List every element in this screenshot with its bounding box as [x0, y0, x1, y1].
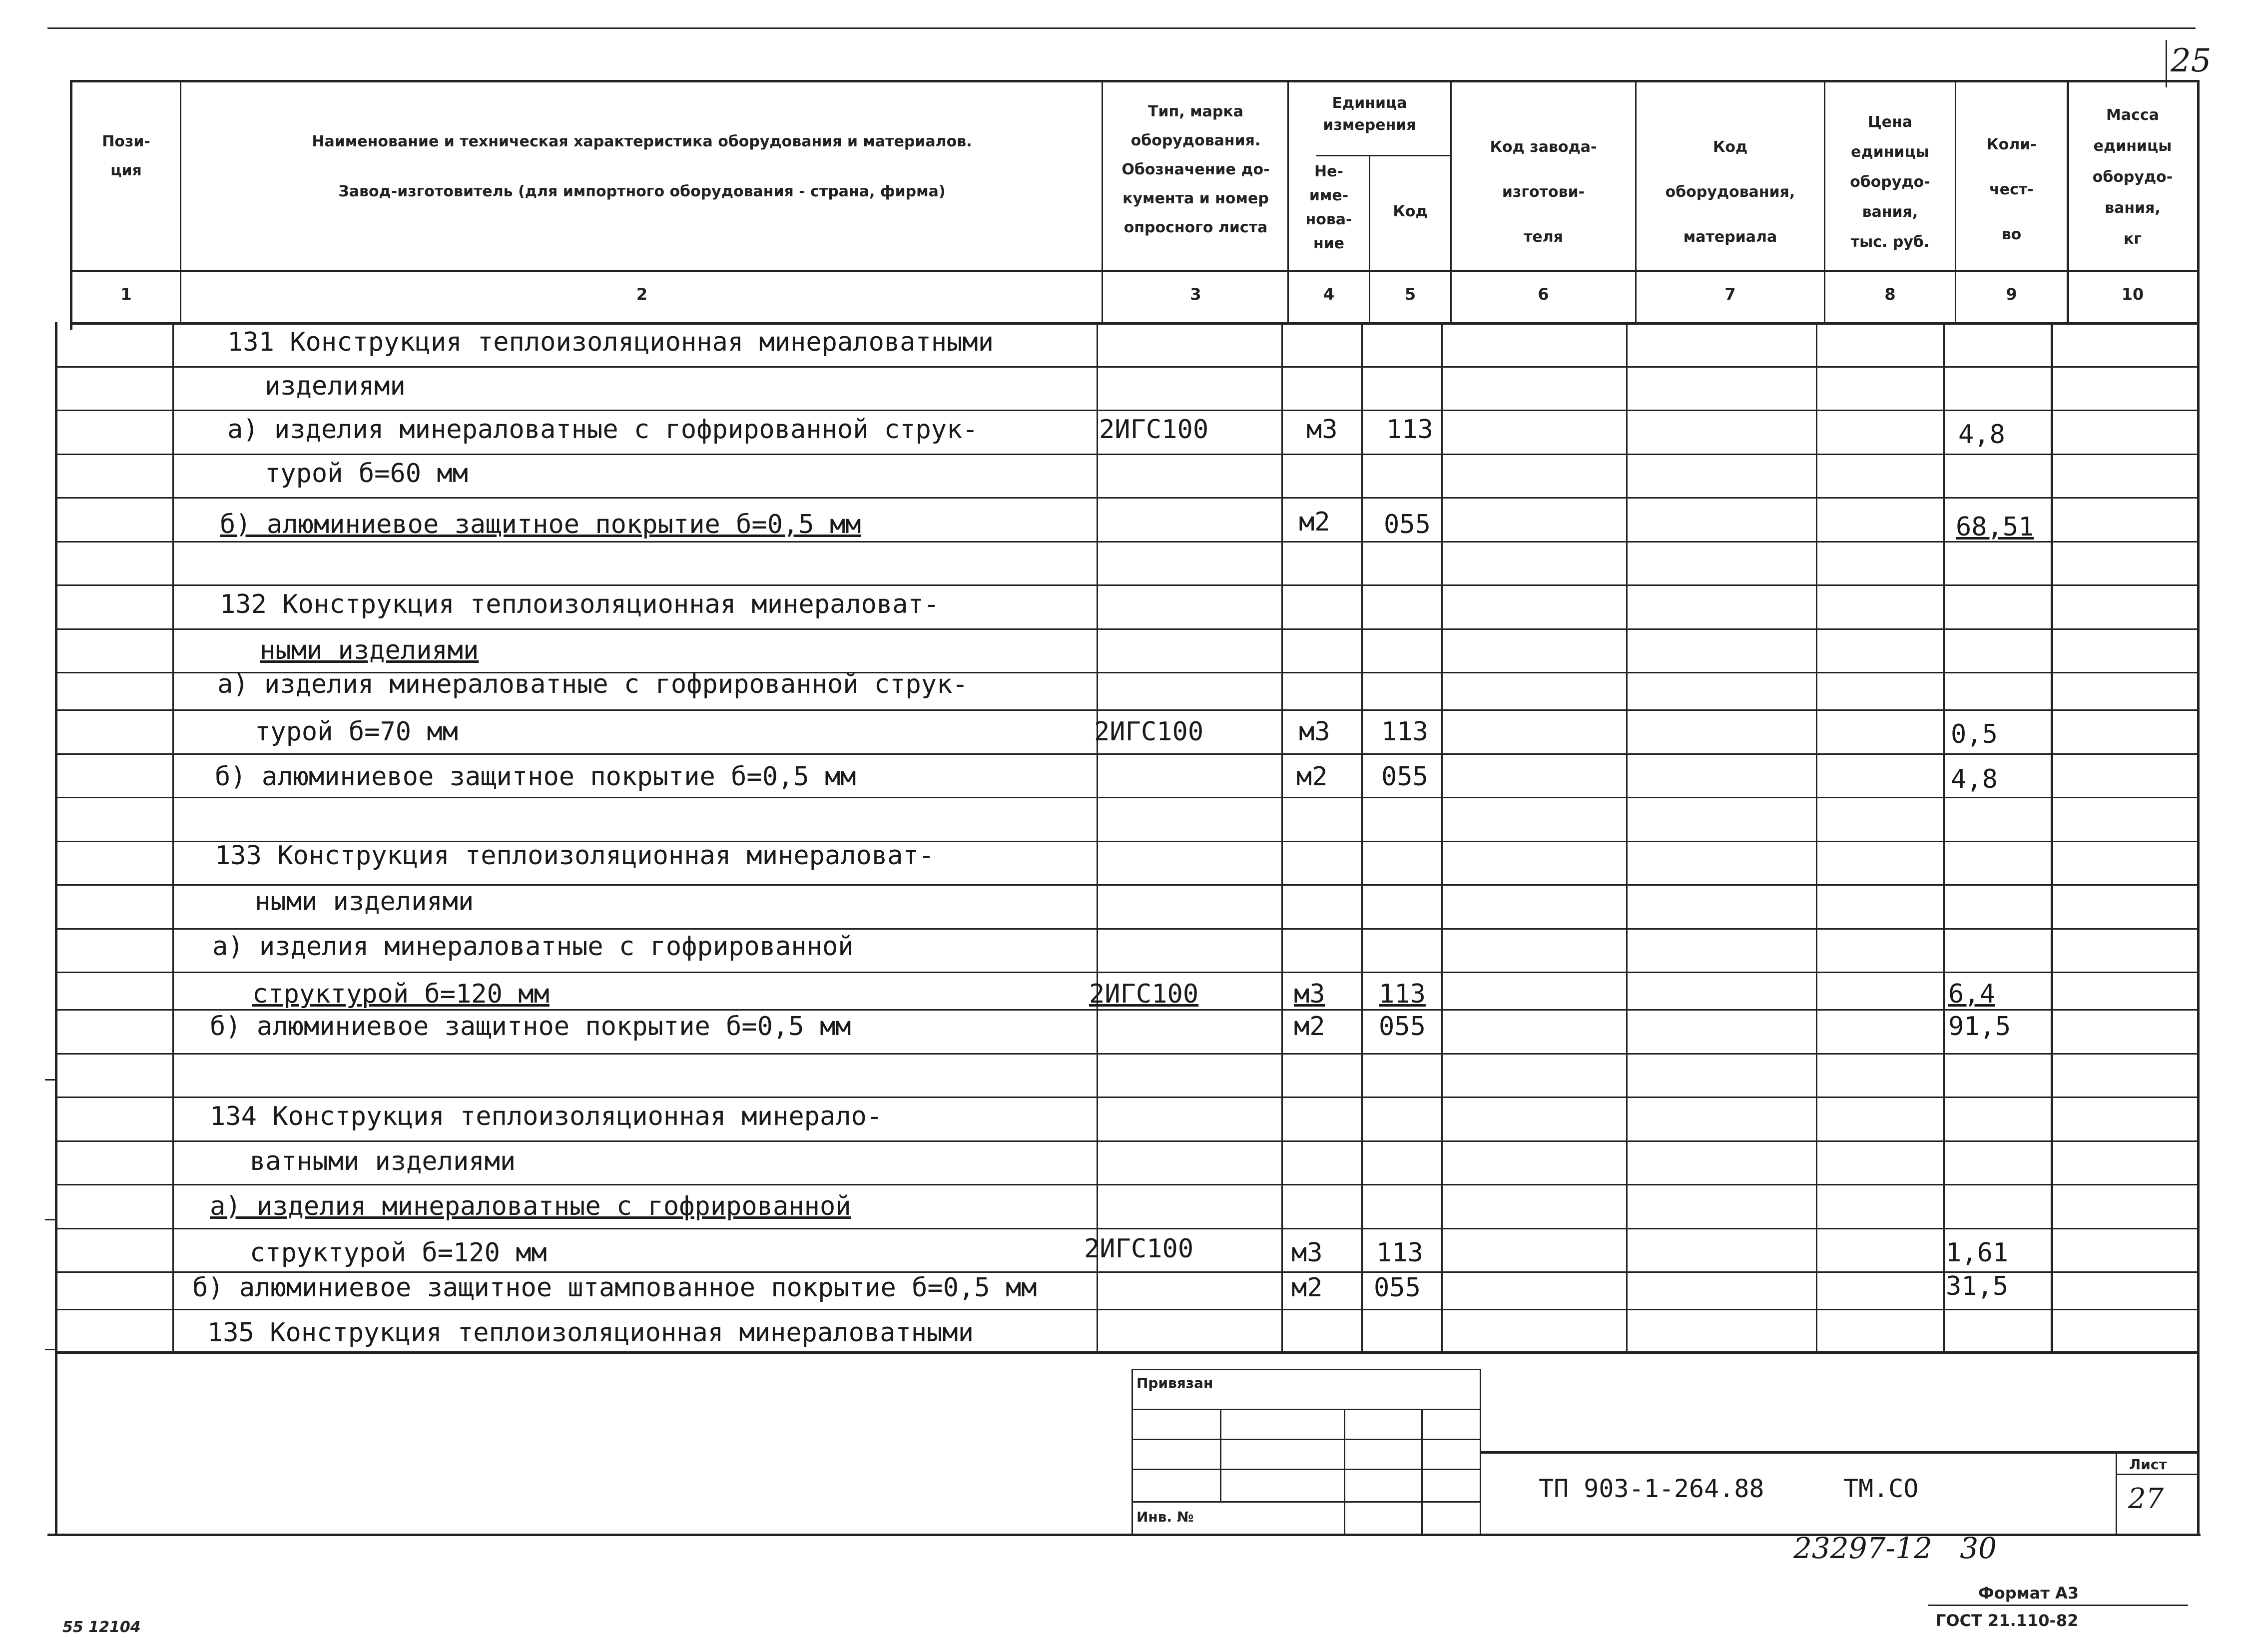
header-mass: Масса единицы оборудо- вания, кг — [2092, 106, 2173, 248]
row-code: 113 — [1379, 979, 1426, 1009]
header-position: Пози- ция — [102, 133, 150, 179]
column-number: 5 — [1404, 285, 1416, 304]
row-code: 113 — [1386, 415, 1433, 445]
row-name: 132 Конструкция теплоизоляционная минераловат- — [220, 589, 940, 619]
row-code: 055 — [1381, 762, 1428, 792]
header-equipment-code: Код оборудования, материала — [1665, 138, 1795, 246]
row-name: 134 Конструкция теплоизоляционная минерало- — [210, 1101, 883, 1131]
row-name: б) алюминиевое защитное покрытие б=0,5 мм — [215, 762, 856, 792]
column-number: 3 — [1190, 285, 1201, 304]
row-quantity: 4,8 — [1958, 420, 2005, 450]
column-number: 8 — [1884, 285, 1896, 304]
sheet-number: 27 — [2128, 1483, 2164, 1515]
row-name: турой б=60 мм — [265, 459, 468, 489]
row-name: б) алюминиевое защитное покрытие б=0,5 мм — [210, 1012, 851, 1042]
row-name: а) изделия минераловатные с гофрированной струк- — [217, 669, 968, 699]
row-name: б) алюминиевое защитное штампованное покрытие б=0,5 мм — [192, 1273, 1037, 1303]
row-quantity: 68,51 — [1956, 512, 2034, 542]
row-unit: м2 — [1291, 1273, 1323, 1303]
row-code: 055 — [1384, 510, 1431, 540]
row-name: а) изделия минераловатные с гофрированной струк- — [227, 415, 978, 445]
registration-number: 23297-12 30 — [1793, 1531, 1997, 1565]
header-plant-code: Код завода- изготови- теля — [1490, 138, 1597, 246]
document-code: ТП 903-1-264.88 — [1539, 1474, 1764, 1503]
row-quantity: 31,5 — [1946, 1271, 2009, 1301]
row-unit: м2 — [1299, 507, 1330, 537]
row-name: турой б=70 мм — [255, 717, 458, 747]
header-quantity: Коли- чест- во — [1986, 136, 2037, 243]
row-unit: м3 — [1306, 415, 1338, 445]
column-number: 9 — [2006, 285, 2017, 304]
row-code: 113 — [1381, 717, 1428, 747]
row-name: ватными изделиями — [250, 1146, 516, 1176]
inventory-label: Инв. № — [1136, 1509, 1194, 1525]
row-unit: м3 — [1291, 1238, 1323, 1268]
header-unit-code: Код — [1393, 203, 1428, 220]
row-code: 055 — [1379, 1012, 1426, 1042]
row-quantity: 4,8 — [1951, 764, 1998, 794]
sheet-label: Лист — [2129, 1456, 2167, 1473]
row-name: ными изделиями — [255, 887, 474, 917]
row-name: а) изделия минераловатные с гофрированной — [212, 932, 854, 962]
format-label: Формат А3 — [1978, 1584, 2079, 1603]
row-quantity: 6,4 — [1948, 979, 1995, 1009]
row-unit: м2 — [1296, 762, 1328, 792]
header-name-line1: Наименование и техническая характеристика оборудования и материалов. — [312, 133, 972, 150]
row-unit: м3 — [1299, 717, 1330, 747]
header-name-line2: Завод-изготовитель (для импортного оборудования - страна, фирма) — [338, 183, 946, 200]
header-price: Цена единицы оборудо- вания, тыс. руб. — [1850, 113, 1930, 251]
column-number: 4 — [1323, 285, 1335, 304]
header-unit: Единица измерения — [1323, 94, 1416, 134]
row-name: структурой б=120 мм — [250, 1238, 547, 1268]
row-name: изделиями — [265, 371, 406, 401]
row-quantity: 0,5 — [1951, 719, 1998, 749]
row-code: 055 — [1374, 1273, 1421, 1303]
column-number: 7 — [1724, 285, 1736, 304]
document-section: ТМ.СО — [1843, 1474, 1919, 1503]
row-name: 133 Конструкция теплоизоляционная минераловат- — [215, 841, 935, 871]
row-name: структурой б=120 мм — [252, 979, 550, 1009]
row-type: 2ИГС100 — [1084, 1234, 1194, 1264]
attached-label: Привязан — [1136, 1375, 1213, 1391]
header-type: Тип, марка оборудования. Обозначение до- кумента и номер опросного листа — [1121, 103, 1270, 236]
row-name: ными изделиями — [260, 635, 479, 665]
row-quantity: 91,5 — [1948, 1012, 2011, 1042]
sheet-code-left: 55 12104 — [62, 1619, 141, 1636]
column-number: 6 — [1538, 285, 1549, 304]
column-number: 2 — [636, 285, 648, 304]
page-corner-number: 25 — [2171, 42, 2212, 79]
row-name: 135 Конструкция теплоизоляционная минераловатными — [207, 1318, 974, 1348]
row-unit: м2 — [1294, 1012, 1325, 1042]
row-name: 131 Конструкция теплоизоляционная минераловатными — [227, 327, 994, 357]
row-type: 2ИГС100 — [1099, 415, 1209, 445]
row-type: 2ИГС100 — [1094, 717, 1204, 747]
row-code: 113 — [1376, 1238, 1423, 1268]
row-name: б) алюминиевое защитное покрытие б=0,5 мм — [220, 510, 861, 540]
row-name: а) изделия минераловатные с гофрированной — [210, 1191, 851, 1221]
column-number: 10 — [2121, 285, 2144, 304]
column-number: 1 — [120, 285, 132, 304]
header-unit-name: Не- име- нова- ние — [1305, 163, 1352, 252]
row-quantity: 1,61 — [1946, 1238, 2009, 1268]
row-type: 2ИГС100 — [1089, 979, 1199, 1009]
row-unit: м3 — [1294, 979, 1325, 1009]
gost-label: ГОСТ 21.110-82 — [1936, 1611, 2079, 1630]
